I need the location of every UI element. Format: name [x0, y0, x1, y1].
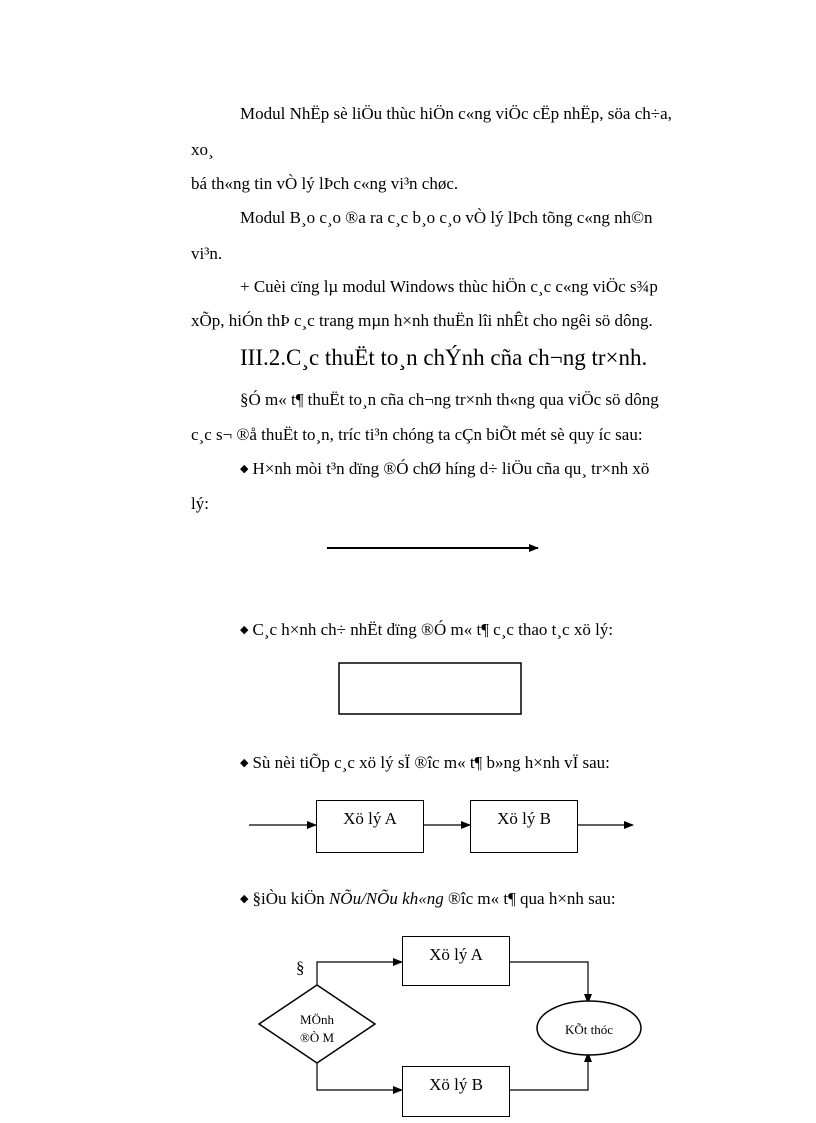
- para1-line3: bá th«ng tin vÒ lý lÞch c«ng vi³n chøc.: [191, 174, 459, 193]
- para4-line1: §Ó m« t¶ thuËt to¸n cña ch¬ng tr×nh th«ng qua viÖc sö dông: [240, 390, 659, 409]
- para2-line2: vi³n.: [191, 244, 223, 263]
- bullet-icon: ◆: [240, 893, 249, 905]
- seq-box-a: Xö lý A: [316, 800, 424, 853]
- para4-line2: c¸c s¬ ®å thuËt to¸n, tríc ti³n chóng ta cÇn biÕt mét sè quy íc sau:: [191, 425, 643, 444]
- cond-arrow-b-to-end: [510, 1053, 588, 1090]
- bullet1-text: H×nh mòi t³n dïng ®Ó chØ híng d÷ liÖu cña qu¸ tr×nh xö: [252, 459, 650, 478]
- example-rectangle: [339, 663, 521, 714]
- para3-line2: xÕp, hiÓn thÞ c¸c trang mµn h×nh thuËn lîi nhÊt cho ngêi sö dông.: [191, 311, 653, 330]
- bullet-icon: ◆: [240, 624, 249, 636]
- seq-box-b: Xö lý B: [470, 800, 578, 853]
- cond-box-a: Xö lý A: [402, 936, 510, 986]
- para2-line1: Modul B¸o c¸o ®a ra c¸c b¸o c¸o vÒ lý lÞch tõng c«ng nh©n: [240, 208, 653, 227]
- bullet-icon: ◆: [240, 463, 249, 475]
- bullet4-text-pre: §iÒu kiÖn: [252, 889, 329, 908]
- cond-arrow-true: [317, 962, 402, 985]
- cond-diamond-line2: ®Ò M: [299, 1030, 335, 1045]
- end-label: KÕt thóc: [564, 1022, 614, 1037]
- bullet4-text-italic: NÕu/NÕu kh«ng: [328, 889, 444, 908]
- para1-line1: Modul NhËp sè liÖu thùc hiÖn c«ng viÖc cËp nhËp, söa ch÷a,: [240, 104, 672, 123]
- cond-box-b: Xö lý B: [402, 1066, 510, 1117]
- section-heading: III.2.C¸c thuËt to¸n chÝnh cña ch¬ng tr×nh.: [240, 345, 648, 370]
- bullet-icon: ◆: [240, 757, 249, 769]
- cond-arrow-false: [317, 1063, 402, 1090]
- cond-diamond-line1: MÖnh: [300, 1012, 334, 1027]
- cond-arrow-a-to-end: [510, 962, 588, 1003]
- para3-line1: + Cuèi cïng lµ modul Windows thùc hiÖn c¸c c«ng viÖc s¾p: [240, 277, 658, 296]
- para1-line2: xo¸: [191, 140, 214, 159]
- cond-true-label: §: [296, 958, 305, 977]
- bullet3-text: Sù nèi tiÕp c¸c xö lý sÏ ®îc m« t¶ b»ng h×nh vÏ sau:: [252, 753, 610, 772]
- bullet2-text: C¸c h×nh ch÷ nhËt dïng ®Ó m« t¶ c¸c thao t¸c xö lý:: [252, 620, 614, 639]
- bullet1-line2: lý:: [191, 494, 209, 513]
- bullet4-text-post: ®îc m« t¶ qua h×nh sau:: [443, 889, 616, 908]
